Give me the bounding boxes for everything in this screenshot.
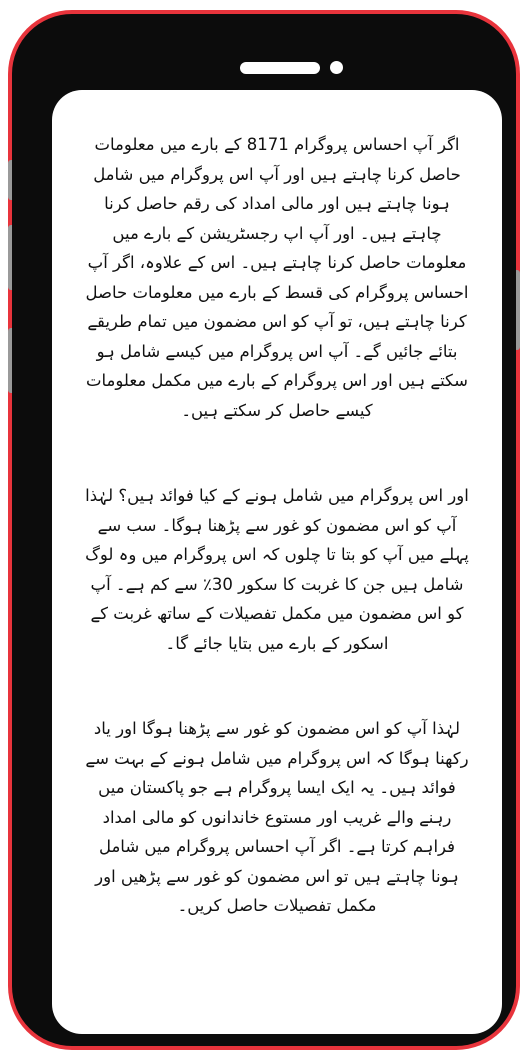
phone-bezel xyxy=(12,14,516,1046)
article-text xyxy=(84,130,470,921)
phone-screen xyxy=(52,90,502,1034)
article-paragraph-2: اور اس پروگرام میں شامل ہونے کے کیا فوائد ہیں؟ لہٰذا آپ کو اس مضمون کو غور سے پڑھنا ہوگا۔ سب سے پہلے میں آپ کو بتا تا چلوں کہ اس پروگرام میں وہ لوگ شامل ہیں جن کا غربت کا سکور 30٪ سے کم ہے۔ آپ کو اس مضمون میں مکمل تفصیلات کے ساتھ غربت کے اسکور کے بارے میں بتایا جائے گا۔ xyxy=(85,486,469,653)
phone-frame xyxy=(8,10,520,1050)
article-paragraph-1: اگر آپ احساس پروگرام 8171 کے بارے میں معلومات حاصل کرنا چاہتے ہیں اور آپ اس پروگرام میں شامل ہونا چاہتے ہیں اور مالی امداد کی رقم حاصل کرنا چاہتے ہیں۔ اور آپ اپ رجسٹریشن کے بارے میں معلومات حاصل کرنا چاہتے ہیں۔ اس کے علاوہ، اگر آپ احساس پروگرام کی قسط کے بارے میں معلومات حاصل کرنا چاہتے ہیں، تو آپ کو اس مضمون میں تمام طریقے بتائے جائیں گے۔ آپ اس پروگرام میں کیسے شامل ہو سکتے ہیں اور اس پروگرام کے بارے میں مکمل معلومات کیسے حاصل کر سکتے ہیں۔ xyxy=(85,135,469,420)
front-camera-icon xyxy=(330,61,343,74)
article-paragraph-3: لہٰذا آپ کو اس مضمون کو غور سے پڑھنا ہوگا اور یاد رکھنا ہوگا کہ اس پروگرام میں شامل ہونے کے بہت سے فوائد ہیں۔ یہ ایک ایسا پروگرام ہے جو پاکستان میں رہنے والے غریب اور مستوع خاندانوں کو مالی امداد فراہم کرتا ہے۔ اگر آپ احساس پروگرام میں شامل ہونا چاہتے ہیں تو اس مضمون کو غور سے پڑھیں اور مکمل تفصیلات حاصل کریں۔ xyxy=(85,719,469,915)
speaker-grille-icon xyxy=(240,62,320,74)
